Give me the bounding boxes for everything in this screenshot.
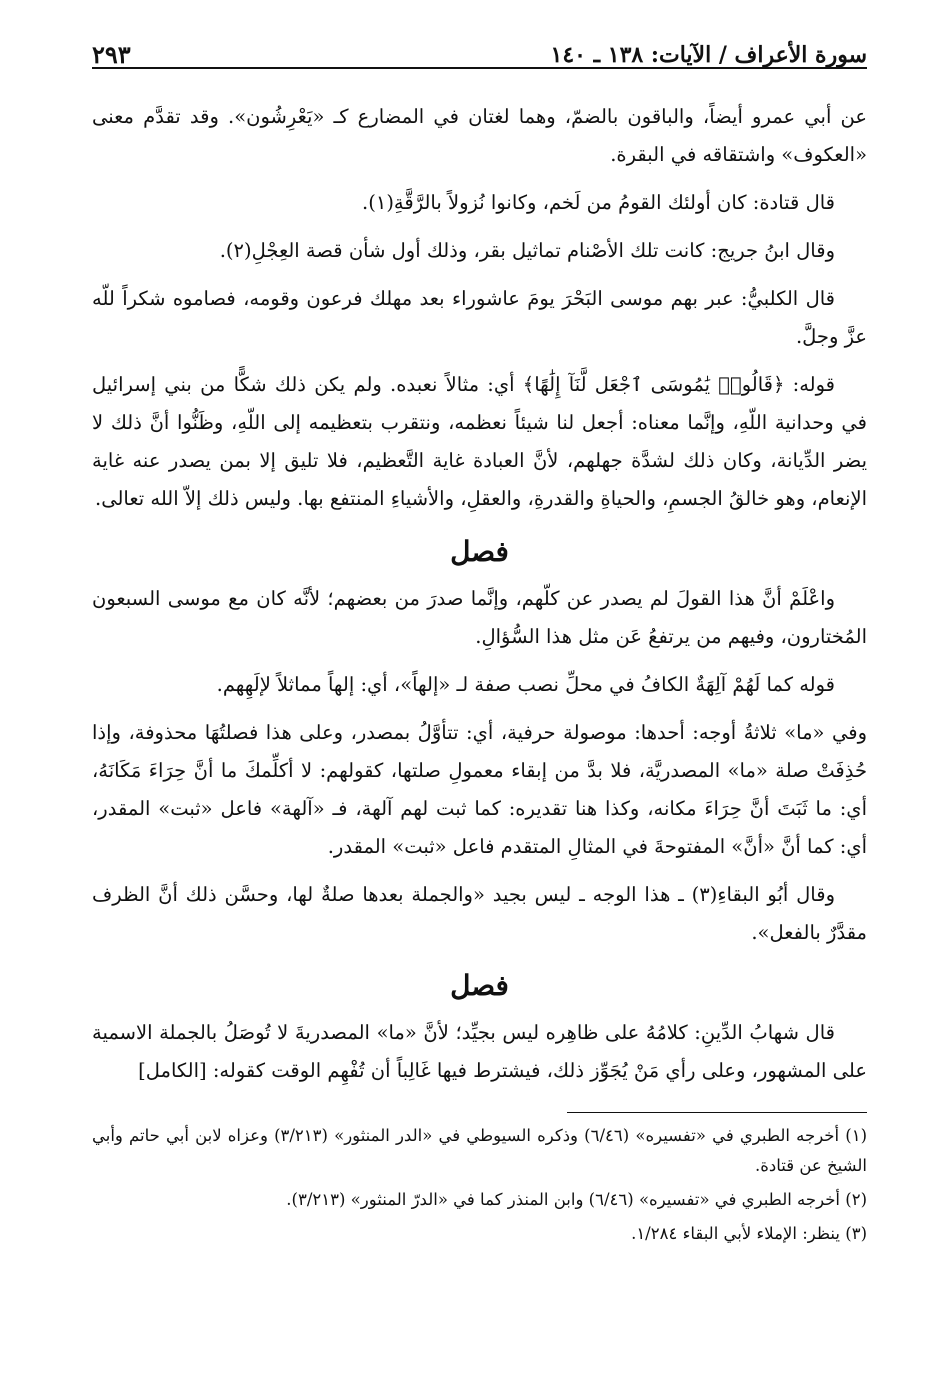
poetry-meter-tag: [الكامل] [138,1059,207,1082]
surah-title: سورة الأعراف / الآيات: ١٣٨ ـ ١٤٠ [550,42,867,68]
footnote: (١) أخرجه الطبري في «تفسيره» (٦/٤٦) وذكره السيوطي في «الدر المنثور» (٣/٢١٣) وعزاه لابن أبي حاتم وأبي الشيخ عن قتادة. [92,1126,867,1175]
footnotes [92,1121,867,1249]
paragraph [92,1014,867,1090]
footnote-rule [567,1112,867,1113]
running-header [92,36,867,70]
paragraph: قوله: ﴿قَالُوا۟ يَٰمُوسَى ٱجْعَل لَّنَآ إِلَٰهًا﴾ أي: مثالاً نعبده. ولم يكن ذلك شكًّا من بني إسرائيل في وحدانية اللّهِ، وإنَّما معناه: أجعل لنا شيئاً نعظمه، ونتقرب بتعظيمه إلى اللّهِ، وظَنُّوا أنَّ ذلك لا يضر الدِّيانة، وكان ذلك لشدَّة جهلهم، لأنَّ العبادة غاية التَّعظيم، فلا تليق إلا بمن يصدر عنه غاية الإنعام، وهو خالقُ الجسمِ، والحياةِ والقدرةِ، والعقلِ، والأشياءِ المنتفع بها. وليس ذلك إلاّ الله تعالى. [92,373,867,510]
paragraph: واعْلَمْ أنَّ هذا القولَ لم يصدر عن كلّهم، وإنَّما صدرَ من بعضهم؛ لأنَّه كان مع موسى السبعون المُختارون، وفيهم من يرتفعُ عَن مثل هذا السُّؤالِ. [92,587,867,648]
paragraph-text: قال شهابُ الدِّينِ: كلامُهُ على ظاهِره ليس بجيِّد؛ لأنَّ «ما» المصدريةَ لا تُوصَلُ بالجملة الاسمية على المشهور، وعلى رأي مَنْ يُجَوِّز ذلك، فيشترط فيها غَالِباً أن تُفْهِم الوقت كقوله: [92,1021,867,1082]
paragraph: قوله كما لَهُمْ آلِهَةٌ الكافُ في محلِّ نصب صفة لـ «إلهاً»، أي: إلهاً مماثلاً لإلَهِهم. [216,673,835,696]
paragraph: قال قتادة: كان أولئك القومُ من لَخم، وكانوا نُزولاً بالرَّقَّةِ(١). [362,191,835,214]
section-heading: فصل [450,969,509,1002]
footnote: (٣) ينظر: الإملاء لأبي البقاء ١/٢٨٤. [631,1224,867,1243]
paragraph: قال الكلبيُّ: عبر بهم موسى البَحْرَ يومَ عاشوراء بعد مهلك فرعون وقومه، فصاموه شكراً للّه عزَّ وجلَّ. [92,287,867,348]
paragraph: عن أبي عمرو أيضاً، والباقون بالضمّ، وهما لغتان في المضارع كـ «يَعْرِشُون». وقد تقدَّم معنى «العكوف» واشتقاقه في البقرة. [92,105,867,166]
page-number: ٢٩٣ [92,40,131,69]
footnote: (٢) أخرجه الطبري في «تفسيره» (٦/٤٦) وابن المنذر كما في «الدرّ المنثور» (٣/٢١٣). [286,1190,867,1209]
main-text [92,98,867,1090]
header-rule [92,67,867,69]
section-heading: فصل [450,535,509,568]
paragraph: وفي «ما» ثلاثةُ أوجه: أحدها: موصولة حرفية، أي: تتأوَّلُ بمصدر، وعلى هذا فصلتُهَا محذوفة، وإذا حُذِفَتْ صلة «ما» المصدريَّة، فلا بدَّ من إبقاء معمولِ صلتها، كقولهم: لا أكلِّمكَ ما أنَّ حِرَاءَ مَكَانَهُ، أي: ما ثَبَتَ أنَّ حِرَاءَ مكانه، وكذا هنا تقديره: كما ثبت لهم آلهة، فـ «آلهة» فاعل «ثبت» المقدر، أي: كما أنَّ «أنَّ» المفتوحةَ في المثالِ المتقدم فاعل «ثبت» المقدر. [92,721,867,858]
paragraph: وقال ابنُ جريج: كانت تلك الأصْنام تماثيل بقر، وذلك أول شأن قصة العِجْلِ(٢). [219,239,835,262]
book-page [92,36,867,1253]
paragraph: وقال أبُو البقاءِ(٣) ـ هذا الوجه ـ ليس بجيد «والجملة بعدها صلةٌ لها، وحسَّن ذلك أنَّ الظرف مقدَّرٌ بالفعل». [92,883,867,944]
